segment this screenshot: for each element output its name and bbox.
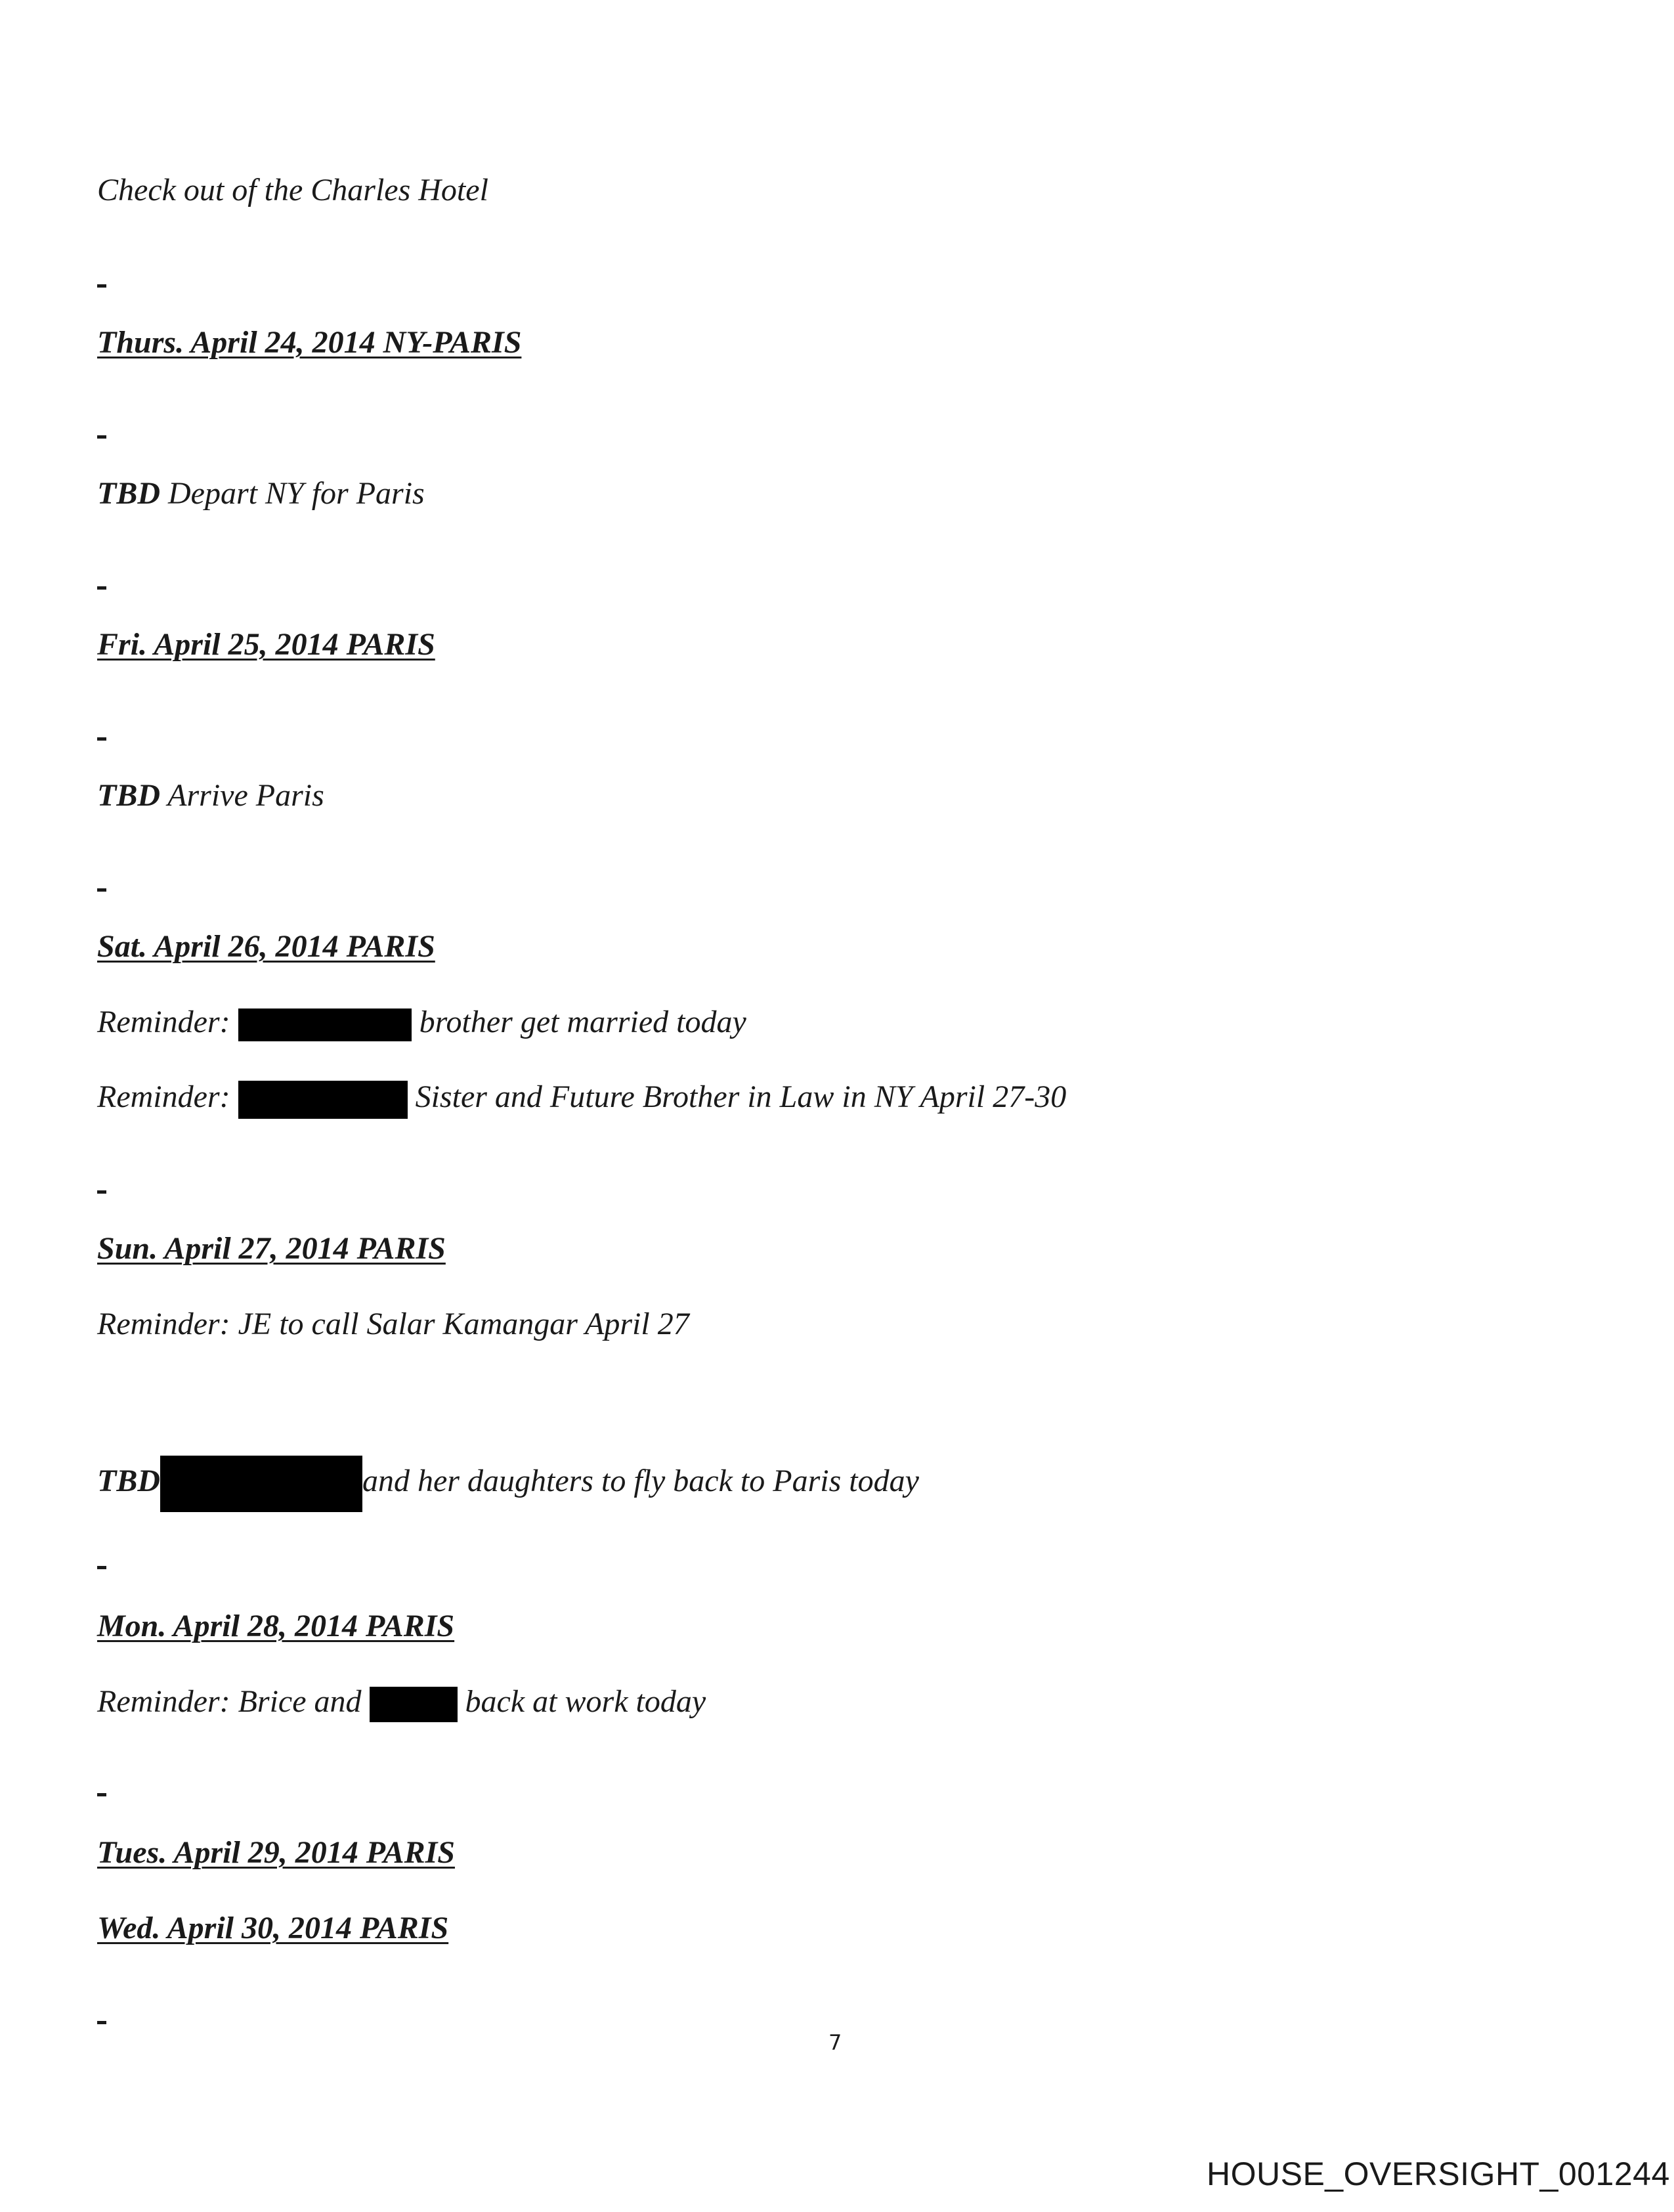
separator-dash xyxy=(97,586,106,590)
schedule-item-text: and her daughters to fly back to Paris today xyxy=(362,1464,919,1499)
schedule-item-depart xyxy=(97,474,425,513)
separator-dash xyxy=(97,888,106,892)
tbd-label: TBD xyxy=(97,1464,160,1499)
separator-dash xyxy=(97,2021,106,2024)
date-heading-apr29: Tues. April 29, 2014 PARIS xyxy=(97,1835,455,1870)
date-heading-apr28: Mon. April 28, 2014 PARIS xyxy=(97,1609,455,1643)
reminder-text: back at work today xyxy=(465,1684,706,1719)
reminder-visit xyxy=(97,1077,1066,1119)
separator-dash xyxy=(97,435,106,439)
reminder-label: Reminder: xyxy=(97,1005,230,1039)
checkout-line: Check out of the Charles Hotel xyxy=(97,173,488,207)
redaction-block xyxy=(238,1081,408,1119)
reminder-wedding xyxy=(97,1003,746,1042)
separator-dash xyxy=(97,737,106,741)
schedule-item-text: Arrive Paris xyxy=(167,778,324,813)
reminder-text: Reminder: Brice and xyxy=(97,1684,362,1719)
reminder-text: brother get married today xyxy=(419,1005,746,1039)
schedule-item-text: Depart NY for Paris xyxy=(168,476,425,511)
schedule-item-arrive xyxy=(97,776,324,815)
separator-dash xyxy=(97,284,106,288)
redaction-block xyxy=(370,1687,458,1722)
reminder-call: Reminder: JE to call Salar Kamangar April 27 xyxy=(97,1307,689,1341)
separator-dash xyxy=(97,1190,106,1194)
schedule-item-fly-back xyxy=(97,1456,919,1512)
date-heading-apr26: Sat. April 26, 2014 PARIS xyxy=(97,929,435,964)
tbd-label: TBD xyxy=(97,476,160,511)
page-number: 7 xyxy=(828,2030,842,2055)
reminder-label: Reminder: xyxy=(97,1079,230,1114)
reminder-work xyxy=(97,1682,706,1722)
date-heading-apr27: Sun. April 27, 2014 PARIS xyxy=(97,1231,446,1266)
separator-dash xyxy=(97,1566,106,1569)
date-heading-apr25: Fri. April 25, 2014 PARIS xyxy=(97,627,435,662)
date-heading-apr30: Wed. April 30, 2014 PARIS xyxy=(97,1911,449,1945)
bates-number: HOUSE_OVERSIGHT_001244 xyxy=(1207,2156,1670,2192)
redaction-block xyxy=(238,1008,412,1041)
date-heading-apr24: Thurs. April 24, 2014 NY-PARIS xyxy=(97,325,522,360)
tbd-label: TBD xyxy=(97,778,160,813)
separator-dash xyxy=(97,1793,106,1796)
redaction-block xyxy=(160,1456,362,1512)
reminder-text: Sister and Future Brother in Law in NY April 27-30 xyxy=(415,1079,1067,1114)
